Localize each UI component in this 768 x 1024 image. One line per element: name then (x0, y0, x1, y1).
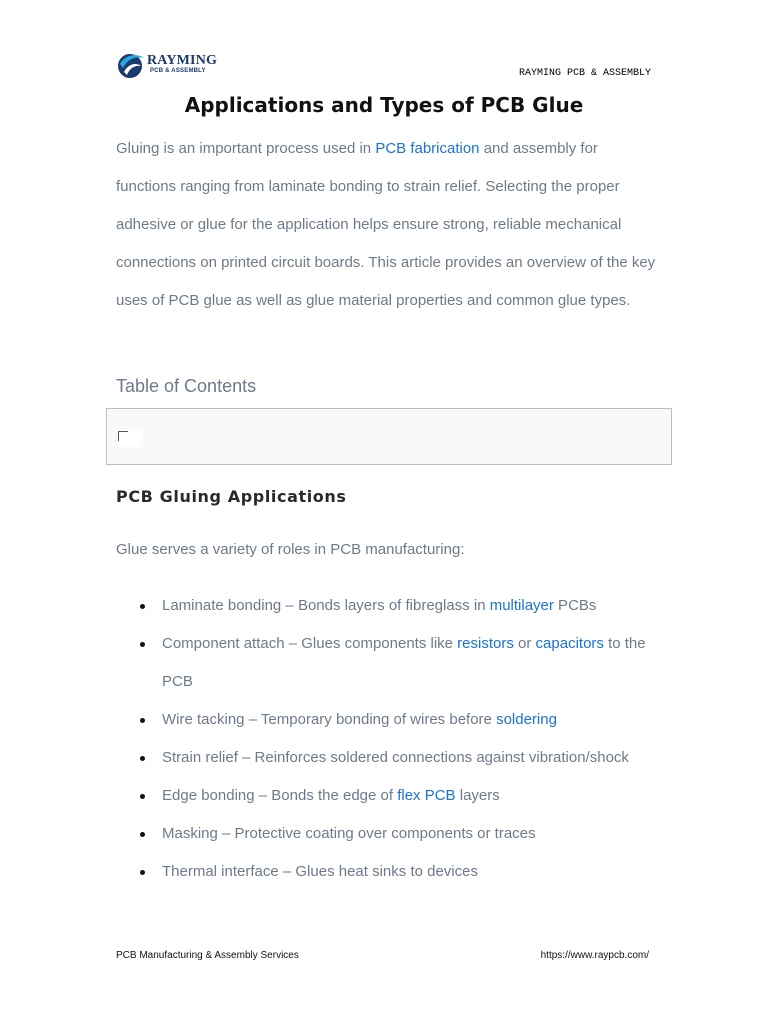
footer-services-text: PCB Manufacturing & Assembly Services (116, 950, 299, 961)
item-text: Edge bonding – Bonds the edge of (162, 787, 398, 804)
list-item (138, 853, 668, 891)
page-title: Applications and Types of PCB Glue (184, 93, 584, 117)
rayming-swirl-logo-icon (116, 50, 146, 80)
list-item (138, 739, 668, 777)
list-item (138, 815, 668, 853)
company-logo (116, 50, 226, 80)
bullet-icon (140, 604, 145, 609)
list-item (138, 701, 668, 739)
item-text: or (513, 635, 536, 652)
logo-subtitle: PCB & ASSEMBLY (150, 68, 206, 74)
multilayer-link[interactable]: multilayer (489, 597, 554, 614)
item-text: Masking – Protective coating over components or traces (162, 825, 536, 842)
item-text: Laminate bonding – Bonds layers of fibreglass in (162, 597, 490, 614)
section-lead: Glue serves a variety of roles in PCB manufacturing: (116, 541, 465, 558)
toc-heading: Table of Contents (116, 376, 257, 396)
item-text: Thermal interface – Glues heat sinks to devices (162, 863, 478, 880)
bullet-icon (140, 832, 145, 837)
toc-container (106, 408, 672, 465)
list-item (138, 587, 668, 625)
item-text: Wire tacking – Temporary bonding of wires before (162, 711, 497, 728)
toc-toggle-icon (118, 431, 128, 441)
intro-text-before: Gluing is an important process used in (116, 140, 376, 157)
item-text: layers (455, 787, 500, 804)
bullet-icon (140, 756, 145, 761)
item-text: PCBs (553, 597, 597, 614)
item-text: Strain relief – Reinforces soldered connections against vibration/shock (162, 749, 629, 766)
intro-paragraph (116, 130, 661, 320)
list-item (138, 777, 668, 815)
footer-website-url: https://www.raypcb.com/ (540, 950, 649, 961)
bullet-icon (140, 794, 145, 799)
bullet-icon (140, 870, 145, 875)
resistors-link[interactable]: resistors (457, 635, 514, 652)
bullet-icon (140, 642, 145, 647)
capacitors-link[interactable]: capacitors (535, 635, 604, 652)
applications-list (138, 587, 668, 891)
section-heading: PCB Gluing Applications (116, 487, 347, 506)
soldering-link[interactable]: soldering (496, 711, 557, 728)
item-text: to the PCB (162, 635, 646, 690)
toc-toggle-button[interactable] (117, 429, 143, 447)
intro-text-after: and assembly for functions ranging from laminate bonding to strain relief. Selecting the proper adhesive or glue for the application helps ensure strong, reliable mechanical connections on printed circuit boards. This article provides an overview of the key uses of PCB glue as well as glue material properties and common glue types. (116, 140, 656, 309)
list-item (138, 625, 668, 701)
item-text: Component attach – Glues components like (162, 635, 458, 652)
logo-name: RAYMING (147, 53, 218, 68)
bullet-icon (140, 718, 145, 723)
header-company-name: RAYMING PCB & ASSEMBLY (518, 68, 651, 79)
pcb-fabrication-link[interactable]: PCB fabrication (375, 140, 480, 157)
flex-pcb-link[interactable]: flex PCB (397, 787, 456, 804)
